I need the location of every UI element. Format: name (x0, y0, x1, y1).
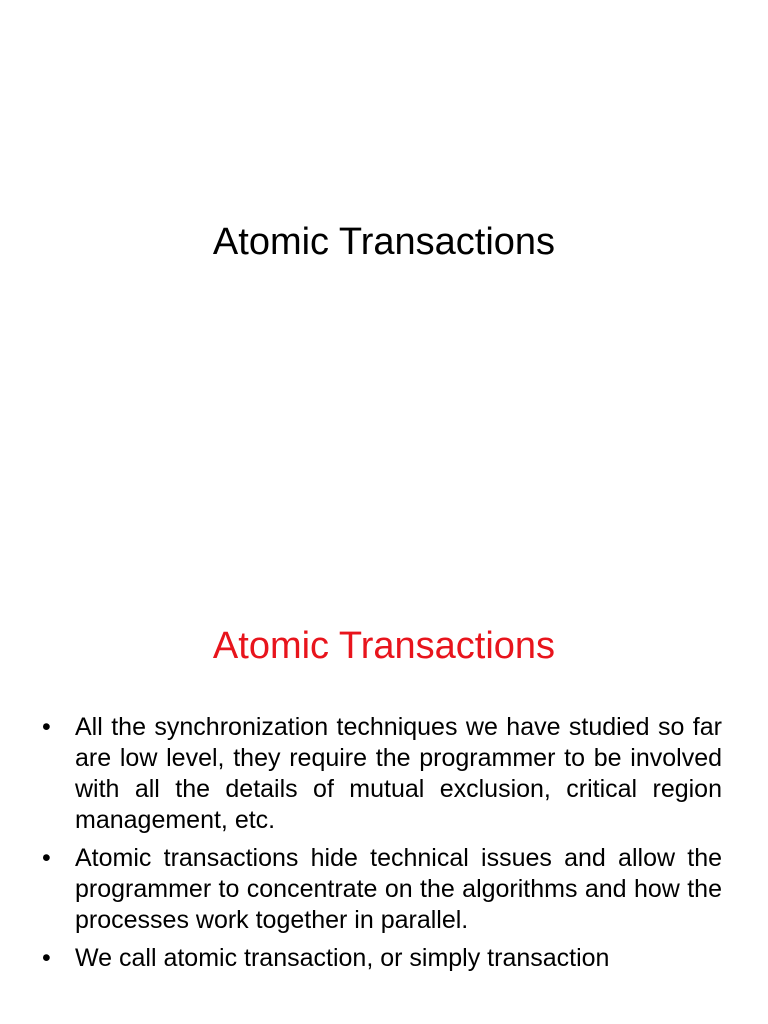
bullet-text: Atomic transactions hide technical issues and allow the programmer to concentrate on the algorithms and how the processes work together in parallel. (75, 844, 722, 934)
bullet-item (42, 712, 722, 836)
bullet-list (42, 712, 722, 981)
bullet-text: We call atomic transaction, or simply transaction (75, 944, 610, 972)
bullet-icon: • (42, 713, 51, 741)
slide-2-title: Atomic Transactions (212, 625, 556, 667)
slide-2 (0, 576, 768, 1024)
bullet-item (42, 943, 722, 974)
bullet-icon: • (42, 944, 51, 972)
bullet-item (42, 843, 722, 936)
bullet-icon: • (42, 844, 51, 872)
bullet-text: All the synchronization techniques we have studied so far are low level, they require the programmer to be involved with all the details of mutual exclusion, critical region management, etc. (75, 713, 722, 834)
slide-1-title: Atomic Transactions (212, 221, 556, 263)
